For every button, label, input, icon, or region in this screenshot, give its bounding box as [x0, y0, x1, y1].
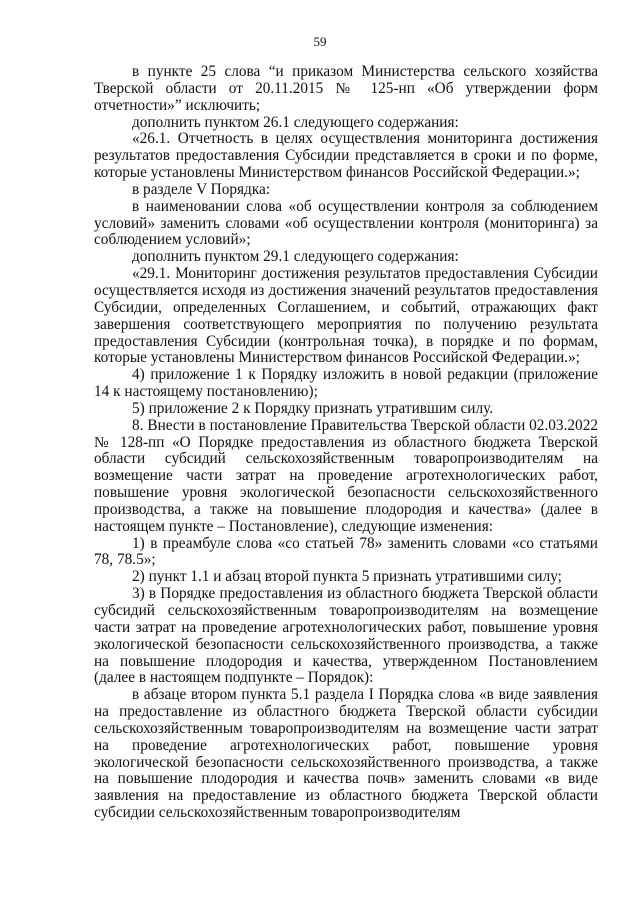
paragraph: 4) приложение 1 к Порядку изложить в новой редакции (приложение 14 к настоящему постановлению);: [94, 366, 598, 401]
paragraph: в наименовании слова «об осуществлении контроля за соблюдением условий» заменить словами «об осуществлении контроля (мониторинга) за соблюдением условий»;: [94, 197, 598, 249]
paragraph: дополнить пунктом 29.1 следующего содержания:: [132, 248, 459, 266]
paragraph: 8. Внести в постановление Правительства Тверской области 02.03.2022 № 128-пп «О Порядке предоставления из областного бюджета Тверской области субсидий сельскохозяйственным товаропроизводителям на возмещение части затрат на проведение агротехнологических работ, повышение уровня экологической безопасности сельскохозяйственного производства, а также на повышение плодородия и качества» (далее в настоящем пункте – Постановление), следующие изменения:: [94, 416, 598, 535]
paragraph: 3) в Порядке предоставления из областного бюджета Тверской области субсидий сельскохозяйственным товаропроизводителям на возмещение части затрат на проведение агротехнологических работ, повышение уровня экологической безопасности сельскохозяйственного производства, а также на повышение плодородия и качества, утвержденном Постановлением (далее в настоящем подпункте – Порядок):: [94, 585, 598, 687]
document-body: [94, 64, 598, 822]
paragraph: в пункте 25 слова “и приказом Министерства сельского хозяйства Тверской области от 20.11.2015 № 125-нп «Об утверждении форм отчетности»” исключить;: [94, 63, 598, 114]
paragraph: 1) в преамбуле слова «со статьей 78» заменить словами «со статьями 78, 78.5»;: [94, 534, 598, 569]
paragraph: «29.1. Мониторинг достижения результатов предоставления Субсидии осуществляется исходя из достижения значений результатов предоставления Субсидии, определенных Соглашением, и событий, отражающих факт завершения соответствующего мероприятия по получению результата предоставления Субсидии (контрольная точка), в порядке и по формам, которые установлены Министерством финансов Российской Федерации.»;: [94, 265, 598, 367]
paragraph: в абзаце втором пункта 5.1 раздела I Порядка слова «в виде заявления на предоставление из областного бюджета Тверской области субсидии сельскохозяйственным товаропроизводителям на возмещение части затрат на проведение агротехнологических работ, повышение уровня экологической безопасности сельскохозяйственного производства, а также на повышение плодородия и качества почв» заменить словами «в виде заявления на предоставление из областного бюджета Тверской области субсидии сельскохозяйственным товаропроизводителям: [94, 686, 598, 822]
paragraph: 5) приложение 2 к Порядку признать утратившим силу.: [132, 399, 494, 417]
paragraph: 2) пункт 1.1 и абзац второй пункта 5 признать утратившими силу;: [132, 568, 562, 586]
paragraph: дополнить пунктом 26.1 следующего содержания:: [132, 113, 459, 131]
paragraph: «26.1. Отчетность в целях осуществления мониторинга достижения результатов предоставления Субсидии представляется в сроки и по форме, которые установлены Министерством финансов Российской Федерации.»;: [94, 130, 598, 182]
page-number: 59: [313, 34, 327, 49]
paragraph: в разделе V Порядка:: [132, 180, 271, 198]
